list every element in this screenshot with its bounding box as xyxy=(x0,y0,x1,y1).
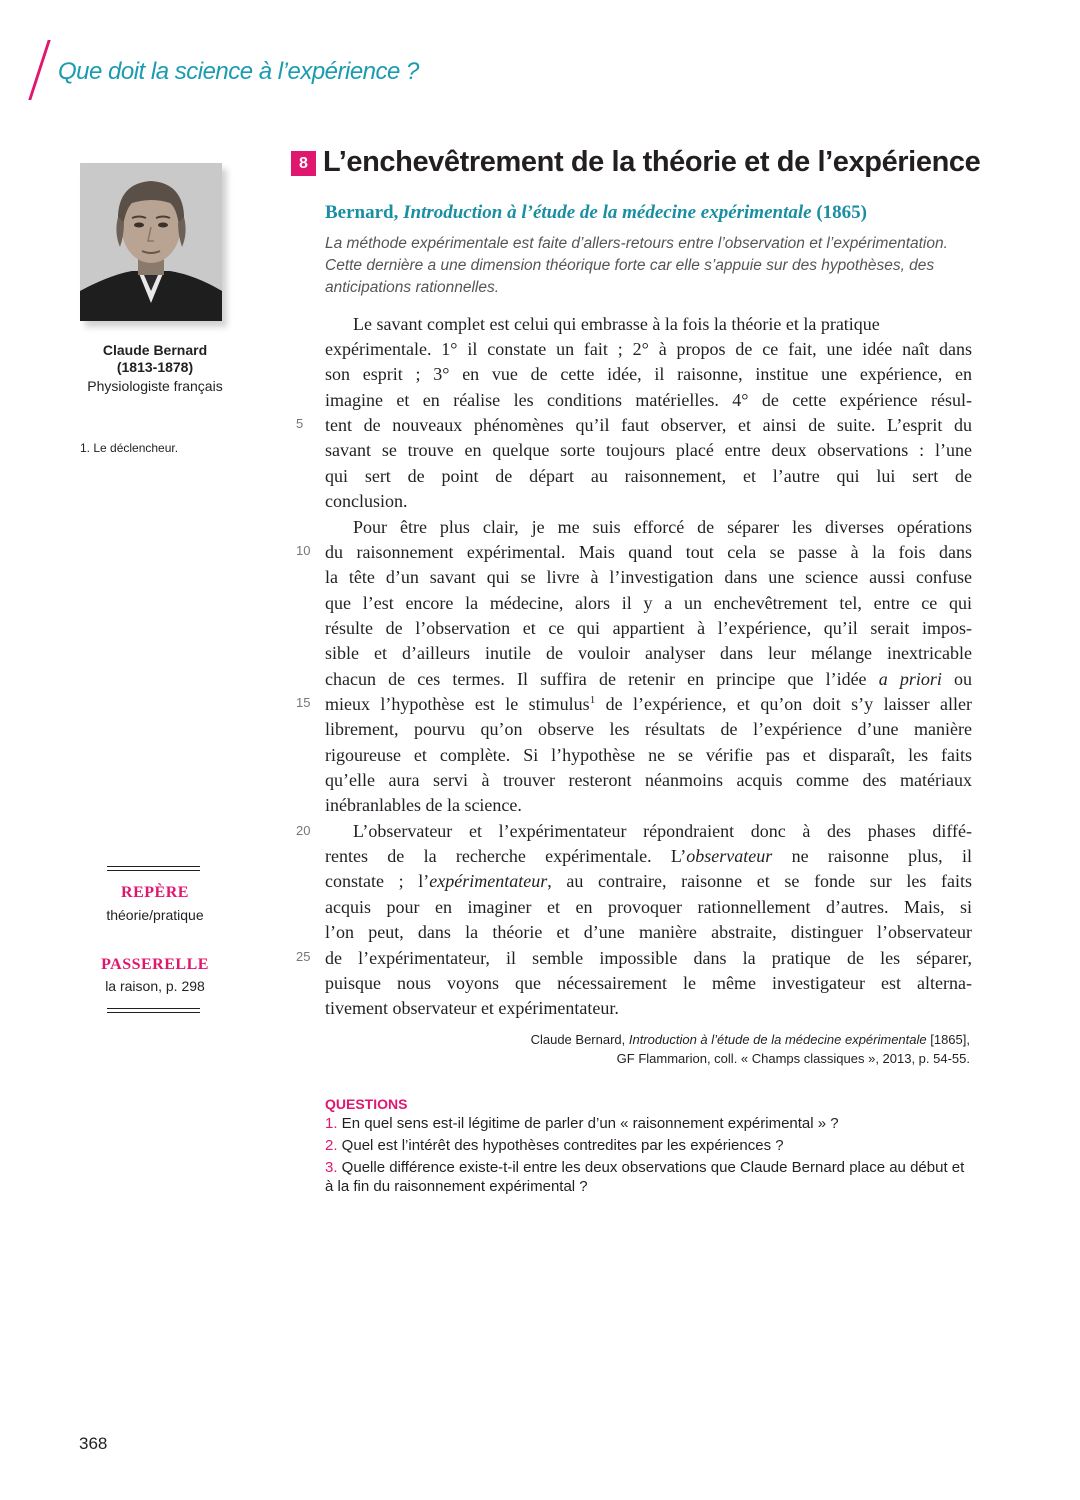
line-number: 25 xyxy=(296,949,311,964)
text-line: la tête d’un savant qui se livre à l’investigation dans une science aussi confuse xyxy=(325,567,972,587)
text-line: l’on peut, dans la théorie et d’une manière abstraite, distinguer l’observateur xyxy=(325,922,972,942)
text-line: qu’elle aura servi à trouver resteront néanmoins acquis comme des matériaux xyxy=(325,770,972,790)
line-number: 5 xyxy=(296,416,304,431)
line-number: 10 xyxy=(296,543,311,558)
text-line: mieux l’hypothèse est le stimulus$^1$ de l’expérience, et qu’on doit s’y laisser aller xyxy=(325,694,972,714)
box-rule-bottom-2 xyxy=(107,1012,200,1013)
text-line: de l’expérimentateur, il semble impossible dans la pratique de les séparer, xyxy=(325,948,972,968)
text-line: son esprit ; 3° en vue de cette idée, il raisonne, institue une expérience, en xyxy=(325,364,972,384)
text-number-badge: 8 xyxy=(291,151,316,176)
text-line: qui sert de point de départ au raisonnement, et l’autre qui lui sert de xyxy=(325,466,972,486)
text-line: librement, pourvu qu’on observe les résultats de l’expérience d’une manière xyxy=(325,719,972,739)
text-line: conclusion. xyxy=(325,491,408,511)
text-line: constate ; l’expérimentateur, au contraire, raisonne et se fonde sur les faits xyxy=(325,871,972,891)
portrait-illustration xyxy=(80,163,222,321)
text-line: résulte de l’observation et ce qui appartient à l’expérience, qu’il serait impos- xyxy=(325,618,972,638)
box-rule-bottom xyxy=(107,1008,200,1009)
passerelle-label: PASSERELLE xyxy=(101,956,209,973)
text-line: rigoureuse et complète. Si l’hypothèse ne se vérifie pas et disparaît, les faits xyxy=(325,745,972,765)
footnote: 1. Le déclencheur. xyxy=(80,441,179,455)
source-publisher: GF Flammarion, coll. « Champs classiques », 2013, p. 54-55. xyxy=(616,1051,970,1066)
repere-label: REPÈRE xyxy=(121,884,189,901)
header-slash-decoration xyxy=(28,40,50,100)
line-number: 15 xyxy=(296,695,311,710)
question-item: 1. En quel sens est-il légitime de parler d’un « raisonnement expérimental » ? xyxy=(325,1115,839,1132)
article-title: L’enchevêtrement de la théorie et de l’expérience xyxy=(323,146,981,178)
text-line: puisque nous voyons que nécessairement le même investigateur est alterna- xyxy=(325,973,972,993)
footnote-marker[interactable]: 1 xyxy=(589,694,596,706)
text-line: rentes de la recherche expérimentale. L’observateur ne raisonne plus, il xyxy=(325,846,972,866)
box-rule-top-2 xyxy=(107,870,200,871)
chapter-header-title: Que doit la science à l’expérience ? xyxy=(58,58,419,85)
text-line: sible et d’ailleurs inutile de vouloir analyser dans leur mélange inextricable xyxy=(325,643,972,663)
article-intro: La méthode expérimentale est faite d’allers-retours entre l’observation et l’expérimentation. Cette dernière a une dimension théorique forte car elle s’appuie sur des hypothèses, des anticipations rationnelles. xyxy=(325,235,948,296)
questions-heading: QUESTIONS xyxy=(325,1096,408,1112)
portrait-image xyxy=(80,163,222,321)
box-rule-top xyxy=(107,866,200,867)
text-line: chacun de ces termes. Il suffira de retenir en principe que l’idée a priori ou xyxy=(325,669,973,689)
text-line: tent de nouveaux phénomènes qu’il faut observer, et ainsi de suite. L’esprit du xyxy=(325,415,972,435)
text-line: inébranlables de la science. xyxy=(325,795,522,815)
text-line: acquis pour en imaginer et en provoquer rationnellement d’autres. Mais, si xyxy=(325,897,972,917)
source-citation: Claude Bernard, Introduction à l’étude de la médecine expérimentale [1865], xyxy=(530,1032,970,1047)
page-number: 368 xyxy=(79,1434,108,1453)
text-line: savant se trouve en quelque sorte toujours placé entre deux observations : l’une xyxy=(325,440,972,460)
text-line: Pour être plus clair, je me suis efforcé de séparer les diverses opérations xyxy=(353,517,972,537)
question-item: 3. Quelle différence existe-t-il entre les deux observations que Claude Bernard place au début et à la fin du raisonnement expérimental ? xyxy=(325,1159,965,1195)
text-line: tivement observateur et expérimentateur. xyxy=(325,998,619,1018)
passerelle-link[interactable]: la raison, p. 298 xyxy=(105,978,205,994)
repere-value: théorie/pratique xyxy=(106,907,204,923)
text-line: que l’est encore la médecine, alors il y a un enchevêtrement tel, entre ce qui xyxy=(325,593,972,613)
text-line: L’observateur et l’expérimentateur répondraient donc à des phases diffé- xyxy=(353,821,972,841)
text-line: imagine et en réalise les conditions matérielles. 4° de cette expérience résul- xyxy=(325,390,972,410)
question-item: 2. Quel est l’intérêt des hypothèses contredites par les expériences ? xyxy=(325,1137,784,1154)
article-subtitle: Bernard, Introduction à l’étude de la médecine expérimentale (1865) xyxy=(325,202,867,223)
portrait-name: Claude Bernard xyxy=(102,342,208,358)
line-number: 20 xyxy=(296,823,311,838)
portrait-role: Physiologiste français xyxy=(87,378,223,394)
text-line: expérimentale. 1° il constate un fait ; 2° à propos de ce fait, une idée naît dans xyxy=(325,339,972,359)
text-line: Le savant complet est celui qui embrasse à la fois la théorie et la pratique xyxy=(353,314,880,334)
portrait-dates: (1813-1878) xyxy=(116,359,194,375)
text-line: du raisonnement expérimental. Mais quand tout cela se passe à la fois dans xyxy=(325,542,972,562)
